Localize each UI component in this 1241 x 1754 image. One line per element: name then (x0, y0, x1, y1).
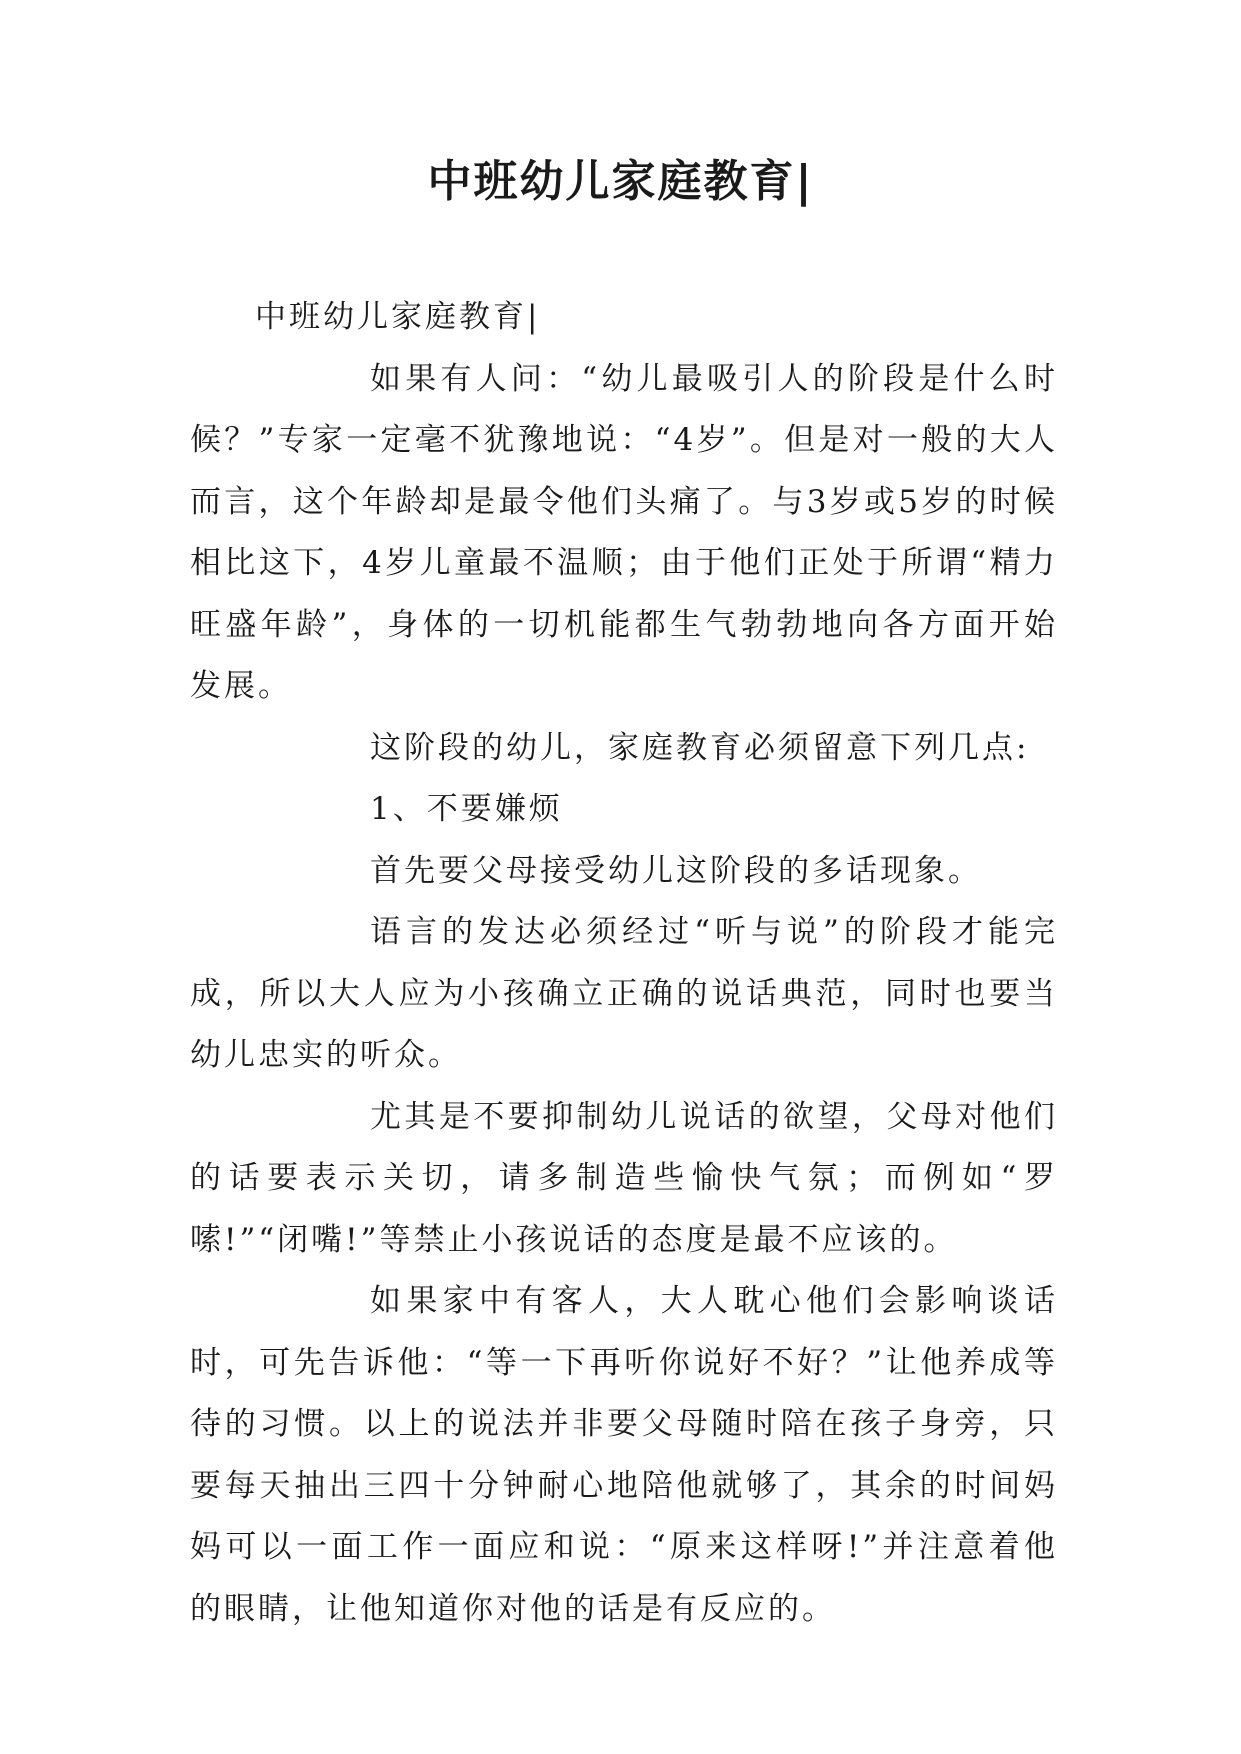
document-body (190, 287, 1058, 1640)
paragraph-accept-talk: 首先要父母接受幼儿这阶段的多话现象。 (370, 852, 982, 889)
document-title: 中班幼儿家庭教育| (427, 156, 814, 207)
paragraph-intro: 如果有人问：“幼儿最吸引人的阶段是什么时候？”专家一定毫不犹豫地说：“4岁”。但是对一般的大人而言，这个年龄却是最令他们头痛了。与3岁或5岁的时候相比这下，4岁儿童最不温顺；由于他们正处于所谓“精力旺盛年龄”，身体的一切机能都生气勃勃地向各方面开始发展。 (190, 360, 1058, 704)
paragraph-points-intro: 这阶段的幼儿，家庭教育必须留意下列几点: (370, 729, 1030, 766)
document-subtitle: 中班幼儿家庭教育| (255, 299, 541, 335)
paragraph-language: 语言的发达必须经过“听与说”的阶段才能完成，所以大人应为小孩确立正确的说话典范，同时也要当幼儿忠实的听众。 (190, 914, 1058, 1073)
paragraph-dont-suppress: 尤其是不要抑制幼儿说话的欲望，父母对他们的话要表示关切，请多制造些愉快气氛；而例如“罗嗦!”“闭嘴!”等禁止小孩说话的态度是最不应该的。 (190, 1098, 1058, 1258)
section-heading-1: 1、不要嫌烦 (370, 791, 563, 827)
paragraph-guests: 如果家中有客人，大人耽心他们会影响谈话时，可先告诉他：“等一下再听你说好不好？”让他养成等待的习惯。以上的说法并非要父母随时陪在孩子身旁，只要每天抽出三四十分钟耐心地陪他就够了，其余的时间妈妈可以一面工作一面应和说：“原来这样呀!”并注意着他的眼睛，让他知道你对他的话是有反应的。 (190, 1283, 1058, 1627)
